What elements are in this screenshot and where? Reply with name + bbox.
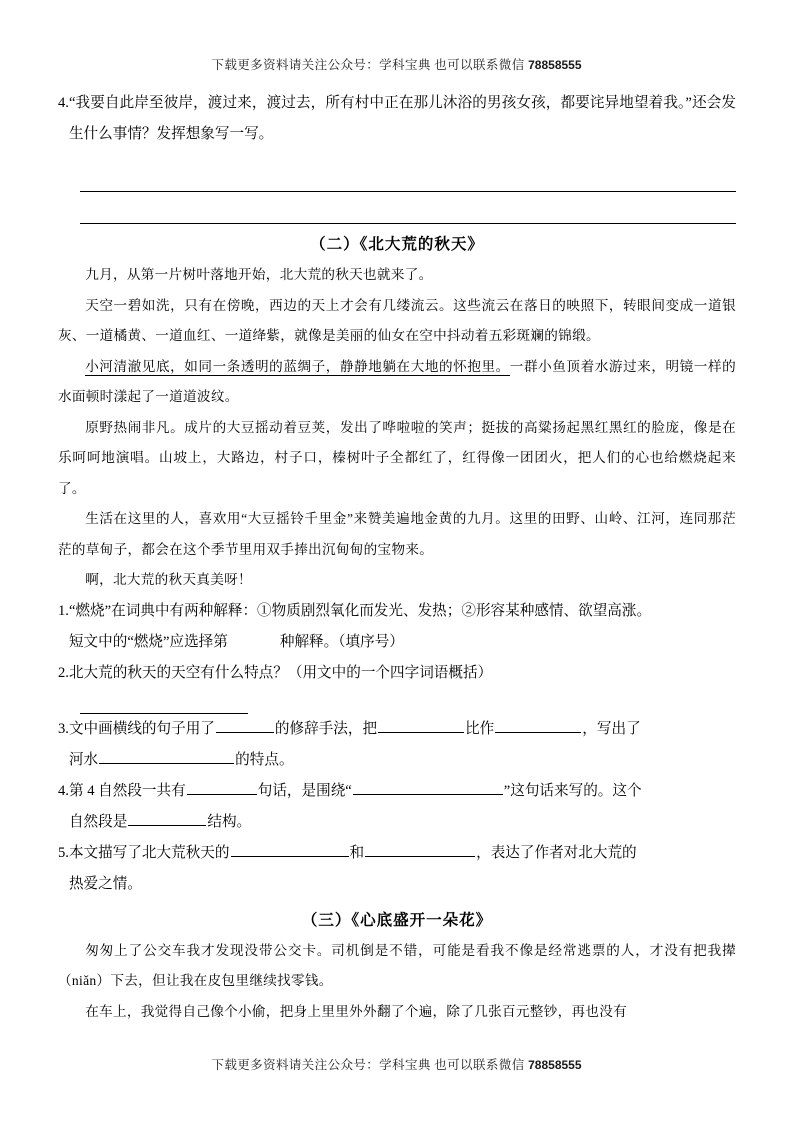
question-4-blank-1[interactable]	[187, 777, 257, 795]
section-two-paragraph-1: 九月，从第一片树叶落地开始，北大荒的秋天也就来了。	[85, 267, 433, 282]
section-three-title: （三）《心底盛开一朵花》	[301, 911, 493, 929]
question-5-part-4: 热爱之情。	[68, 875, 142, 892]
section-two-paragraph-3	[58, 352, 736, 413]
question-1-line2-prefix: 短文中的“燃烧”应选择第	[68, 633, 228, 650]
footer-watermark	[0, 1055, 793, 1073]
question-3-part-6: 的特点。	[235, 751, 294, 768]
question-1-line2-suffix: 种解释。（填序号）	[279, 633, 404, 650]
question-3-part-5: 河水	[68, 751, 99, 768]
question-5-number: 5.	[58, 844, 69, 861]
question-4-blank-3[interactable]	[128, 808, 206, 826]
question-2-number: 2.	[58, 664, 69, 681]
section-two-paragraph-2: 天空一碧如洗，只有在傍晚，西边的天上才会有几缕流云。这些流云在落日的映照下，转眼间变成一道银灰、一道橘黄、一道血红、一道绛紫，就像是美丽的仙女在空中抖动着五彩斑斓的锦缎。	[58, 297, 736, 343]
question-3-blank-3[interactable]	[495, 715, 581, 733]
section-two-question-4	[58, 776, 736, 838]
question-3-blank-2[interactable]	[378, 715, 464, 733]
footer-watermark-text: 下载更多资料请关注公众号：学科宝典 也可以联系微信	[211, 1058, 529, 1072]
question-5-blank-1[interactable]	[231, 839, 349, 857]
question-3-part-3: 比作	[465, 720, 495, 737]
section-three-paragraph-2: 在车上，我觉得自己像个小偷，把身上里里外外翻了个遍，除了几张百元整钞，再也没有	[85, 1003, 628, 1019]
question-4-part-3: ”这句话来写的。这个	[503, 782, 642, 799]
answer-line-1[interactable]	[80, 160, 736, 192]
question-1-number: 1.	[58, 602, 69, 619]
section-two-paragraph-5: 生活在这里的人，喜欢用“大豆摇铃千里金”来赞美遍地金黄的九月。这里的田野、山岭、江河，连同那茫茫的草甸子，都会在这个季节里用双手捧出沉甸甸的宝物来。	[58, 511, 736, 557]
section-two-question-2	[58, 658, 736, 689]
section-two-question-1	[58, 596, 736, 658]
section-two-paragraph-6: 啊，北大荒的秋天真美呀！	[85, 572, 252, 587]
question-4-part-4: 自然段是	[68, 813, 128, 830]
question-4-part-5: 结构。	[207, 813, 252, 830]
section-two-title: （二）《北大荒的秋天》	[310, 236, 484, 253]
question-3-part-1: 文中画横线的句子用了	[68, 720, 215, 737]
question-3-blank-4[interactable]	[99, 746, 234, 764]
header-watermark	[0, 55, 793, 73]
question-3-part-4: ，写出了	[582, 720, 641, 737]
question-3-blank-1[interactable]	[216, 715, 274, 733]
question-4-blank-2[interactable]	[353, 777, 503, 795]
question-5-part-3: ，表达了作者对北大荒的	[476, 844, 637, 861]
answer-line-2[interactable]	[80, 192, 736, 224]
underlined-paragraph-rest: 一群小鱼顶着水游过来，明镜一样的水面顿时漾起了一道道波纹。	[58, 358, 736, 404]
underlined-sentence: 小河清澈见底，如同一条透明的蓝绸子，静静地躺在大地的怀抱里。	[85, 358, 510, 374]
footer-watermark-number: 78858555	[528, 1058, 582, 1072]
question-5-part-2: 和	[349, 844, 365, 861]
question-3-part-2: 的修辞手法，把	[274, 720, 378, 737]
question-2-text: 北大荒的秋天的天空有什么特点？（用文中的一个四字词语概括）	[68, 664, 493, 681]
question-5-blank-2[interactable]	[365, 839, 475, 857]
question-4-part-2: 句话，是围绕“	[257, 782, 352, 799]
question-4-part-1: 第 4 自然段一共有	[68, 782, 186, 799]
header-watermark-number: 78858555	[528, 58, 582, 72]
question-4-previous	[58, 88, 736, 150]
question-1-line1: “燃烧”在词典中有两种解释：①物质剧烈氧化而发光、发热；②形容某种感情、欲望高涨。	[68, 602, 652, 619]
section-three-paragraph-1: 匆匆上了公交车我才发现没带公交卡。司机倒是不错，可能是看我不像是经常逃票的人，才没有把我撵（niǎn）下去，但让我在皮包里继续找零钱。	[58, 942, 736, 988]
question-4-number: 4.	[58, 782, 69, 799]
question-2-answer-line[interactable]	[80, 689, 248, 714]
question-3-number: 3.	[58, 720, 69, 737]
section-two-paragraph-4: 原野热闹非凡。成片的大豆摇动着豆荚，发出了哗啦啦的笑声；挺拔的高粱扬起黑红黑红的脸庞，像是在乐呵呵地演唱。山坡上，大路边，村子口，榛树叶子全都红了，红得像一团团火，把人们的心也给燃烧起来了。	[58, 419, 736, 496]
document-content	[58, 88, 736, 1027]
question-4-previous-number: 4.	[58, 95, 69, 111]
section-two-question-5	[58, 838, 736, 900]
section-two-question-3	[58, 714, 736, 776]
question-4-previous-text: “我要自此岸至彼岸，渡过来，渡过去，所有村中正在那儿沐浴的男孩女孩，都要诧异地望着我。”还会发生什么事情？发挥想象写一写。	[68, 95, 736, 142]
question-5-part-1: 本文描写了北大荒秋天的	[68, 844, 230, 861]
header-watermark-text: 下载更多资料请关注公众号：学科宝典 也可以联系微信	[211, 58, 529, 72]
